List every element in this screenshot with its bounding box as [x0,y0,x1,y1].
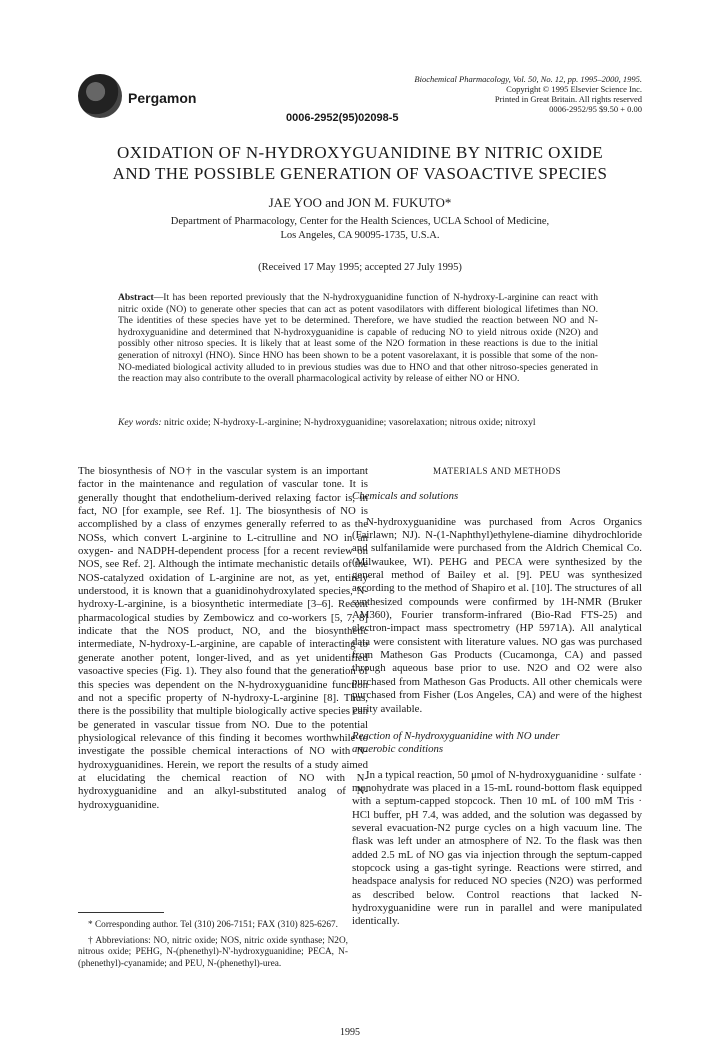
copyright-line: Copyright © 1995 Elsevier Science Inc. [506,84,642,94]
received-dates: (Received 17 May 1995; accepted 27 July 1995) [258,262,462,273]
abstract [118,292,598,385]
journal-citation: Biochemical Pharmacology, Vol. 50, No. 12, pp. 1995–2000, 1995. [414,74,642,84]
price-line: 0006-2952/95 $9.50 + 0.00 [549,104,642,114]
chemicals-paragraph: N-hydroxyguanidine was purchased from Acros Organics (Fairlawn; NJ). N-(1-Naphthyl)ethylene-diamine dihydrochloride and sulfanilamide were purchased from the Aldrich Chemical Co. (Milwaukee, WI). PEHG and PECA were synthesized by the general method of Bailey et al. [9]. PEU was synthesized according to the method of Shapiro et al. [10]. The structures of all synthesized compounds were confirmed by 1H-NMR (Bruker AM360), Fourier transform-infrared (Bio-Rad FTS-25) and electron-impact mass spectrometry (HP 5971A). All analytical data were consistent with literature values. NO gas was purchased from Matheson Gas Products (Cucamonga, CA) and passed through aqueous base prior to use. N2O and O2 were also purchased from Matheson Gas Products. All other chemicals were purchased from Fisher (Los Angeles, CA) and were of the highest purity available. [352,515,642,715]
title-line-1: OXIDATION OF N-HYDROXYGUANIDINE BY NITRIC OXIDE [116,143,604,162]
abstract-label: Abstract [118,292,154,303]
printed-line: Printed in Great Britain. All rights reserved [494,94,642,104]
authors: JAE YOO and JON M. FUKUTO* [268,195,452,210]
footnotes [78,920,348,974]
reaction-paragraph: In a typical reaction, 50 μmol of N-hydroxyguanidine · sulfate · monohydrate was placed in a 15-mL round-bottom flask equipped with a septum-capped stopcock. Then 10 mL of 100 mM Tris · HCl buffer, pH 7.4, was added, and the solution was degassed by several evacuation-N2 purge cycles on a high vacuum line. The flask was left under an atmosphere of N2. To the flask was then added 2.5 mL of NO gas via injection through the septum-capped stopcock using a gas-tight syringe. Reactions were stirred, and headspace analysis for reduced NO species (N2O) was performed as described below. Control reactions that lacked N-hydroxyguanidine were run in parallel and were manipulated identically. [352,768,642,928]
paper-title [60,142,660,184]
journal-info [322,74,642,114]
affiliation-line-1: Department of Pharmacology, Center for the Health Sciences, UCLA School of Medicine, [170,216,550,227]
keywords-label: Key words: [118,417,162,428]
affiliation-line-2: Los Angeles, CA 90095-1735, U.S.A. [280,230,440,241]
publisher-name: Pergamon [128,90,197,106]
subheading-reaction-1: Reaction of N-hydroxyguanidine with NO under [352,729,560,742]
footnote-rule [78,912,164,913]
subheading-chemicals: Chemicals and solutions [352,490,459,503]
title-line-2: AND THE POSSIBLE GENERATION OF VASOACTIVE SPECIES [112,164,608,183]
affiliation [60,215,660,243]
left-column [78,465,368,812]
footnote-abbreviations: † Abbreviations: NO, nitric oxide; NOS, nitric oxide synthase; N2O, nitrous oxide; PEHG, N-(phenethyl)-N'-hydroxyguanidine; PECA, N-(phenethyl)-cyanamide; and PEU, N-(phenethyl)-urea. [78,935,348,969]
footnote-corresponding: * Corresponding author. Tel (310) 206-7151; FAX (310) 825-6267. [88,920,338,930]
right-column [352,465,642,929]
keywords [118,417,598,429]
publisher-logo [78,74,122,118]
abstract-text: —It has been reported previously that the N-hydroxyguanidine function of N-hydroxy-L-arginine can react with nitric oxide (NO) to generate other species that can act as potent vasodilators with different biological lifetimes than NO. The identities of these species have yet to be determined. Therefore, we have studied the reaction between NO and N-hydroxyguanidine and determined that N-hydroxyguanidine is capable of reducing NO to yield nitrous oxide (N2O) and possibly other nitroso species. It is likely that at least some of the N2O formation in these reactions is due to the initial generation of nitroxyl (HNO). Since HNO has been shown to be a potent vasorelaxant, it is possible that some of the non-NO-mediated biological activity alluded to in previous studies was due to HNO and that other nitroso-species generated in the reaction may also contribute to the overall pharmacological activity by release of either NO or HNO. [118,292,598,385]
keywords-text: nitric oxide; N-hydroxy-L-arginine; N-hydroxyguanidine; vasorelaxation; nitrous oxide; nitroxyl [164,417,536,428]
doi-code: 0006-2952(95)02098-5 [286,112,399,124]
page-number: 1995 [340,1027,360,1038]
intro-paragraph: The biosynthesis of NO† in the vascular system is an important factor in the maintenance and regulation of vascular tone. It is generally thought that endothelium-derived relaxing factor is, in fact, NO [for example, see Ref. 1]. The biosynthesis of NO is accomplished by a class of enzymes generally referred to as the NOSs, which convert L-arginine to L-citrulline and NO in an oxygen- and NADPH-dependent process [for a recent review on NOS, see Ref. 2]. Although the intimate mechanistic details of the NOS-catalyzed oxidation of L-arginine are not, as yet, entirely understood, it is known that a guanidinohydroxylated species, N-hydroxy-L-arginine, is a biosynthetic intermediate [3–6]. Recent pharmacological studies by Zembowicz and co-workers [5, 7, 8] indicate that the NOS product, NO, and the biosynthetic intermediate, N-hydroxy-L-arginine, are capable of interacting to generate another potent, longer-lived, and as yet unidentified vasoactive species (Fig. 1). They also found that the generation of this species was dependent on the N-hydroxyguanidine function and not a specific property of N-hydroxy-L-arginine [8]. Thus, there is the possibility that multiple biologically active species can be generated in vascular tissue from NO. Due to the potential physiological relevance of this finding it becomes worthwhile to investigate the possible chemical interactions of NO with N-hydroxyguanidines. Herein, we report the results of a study aimed at elucidating the chemical reaction of NO with N-hydroxyguanidine and an alkyl-substituted analog of N-hydroxyguanidine. [78,465,368,811]
subheading-reaction-2: anaerobic conditions [352,743,444,756]
section-heading: MATERIALS AND METHODS [432,466,561,476]
